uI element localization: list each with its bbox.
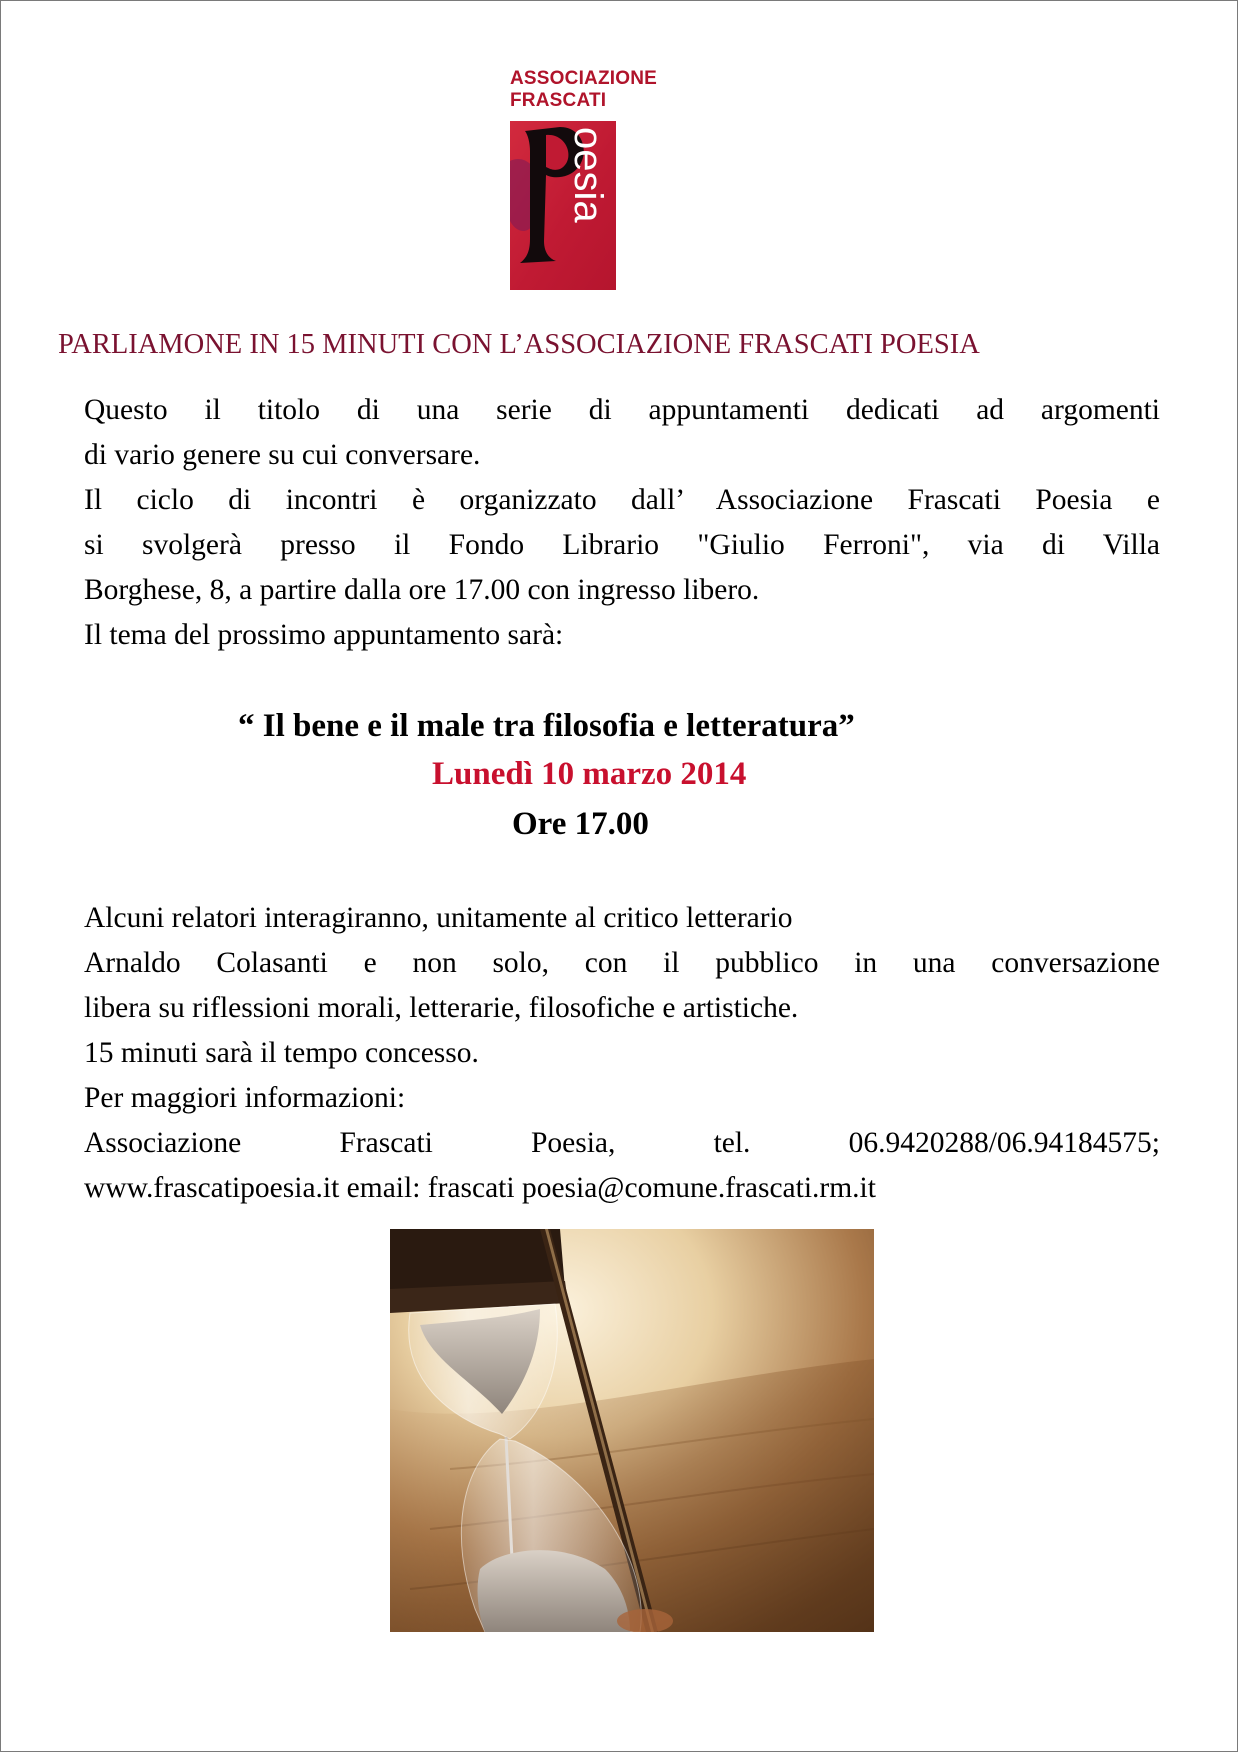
headline: PARLIAMONE IN 15 MINUTI CON L’ASSOCIAZIONE FRASCATI POESIA	[58, 329, 980, 360]
details-line-7: www.frascatipoesia.it email: frascati poesia@comune.frascati.rm.it	[84, 1172, 876, 1204]
intro-line-3: Il ciclo di incontri è organizzato dall’ Associazione Frascati Poesia e	[84, 484, 1160, 516]
event-time: Ore 17.00	[512, 806, 649, 842]
intro-line-4: si svolgerà presso il Fondo Librario "Giulio Ferroni", via di Villa	[84, 529, 1160, 561]
details-line-3: libera su riflessioni morali, letterarie, filosofiche e artistiche.	[84, 992, 799, 1024]
intro-line-2: di vario genere su cui conversare.	[84, 439, 481, 471]
details-paragraph	[84, 896, 1160, 1211]
event-date: Lunedì 10 marzo 2014	[432, 756, 747, 792]
hourglass-illustration	[390, 1229, 874, 1632]
hourglass-photo	[390, 1229, 874, 1632]
logo-line-associazione: ASSOCIAZIONE	[510, 68, 658, 89]
intro-line-1: Questo il titolo di una serie di appuntamenti dedicati ad argomenti	[84, 394, 1160, 426]
logo-line-frascati: FRASCATI	[510, 90, 607, 111]
event-title: “ Il bene e il male tra filosofia e letteratura”	[238, 708, 855, 744]
association-logo	[510, 68, 700, 298]
intro-paragraph	[84, 388, 1160, 658]
intro-line-6: Il tema del prossimo appuntamento sarà:	[84, 619, 564, 651]
logo-poesia-text: oesia	[566, 127, 610, 223]
intro-line-5: Borghese, 8, a partire dalla ore 17.00 con ingresso libero.	[84, 574, 760, 606]
details-line-1: Alcuni relatori interagiranno, unitamente al critico letterario	[84, 902, 793, 934]
details-line-5: Per maggiori informazioni:	[84, 1082, 406, 1114]
details-line-6: Associazione Frascati Poesia, tel. 06.9420288/06.94184575;	[84, 1127, 1160, 1159]
logo-poesia-box	[510, 121, 616, 290]
details-line-4: 15 minuti sarà il tempo concesso.	[84, 1037, 479, 1069]
details-line-2: Arnaldo Colasanti e non solo, con il pubblico in una conversazione	[84, 947, 1160, 979]
